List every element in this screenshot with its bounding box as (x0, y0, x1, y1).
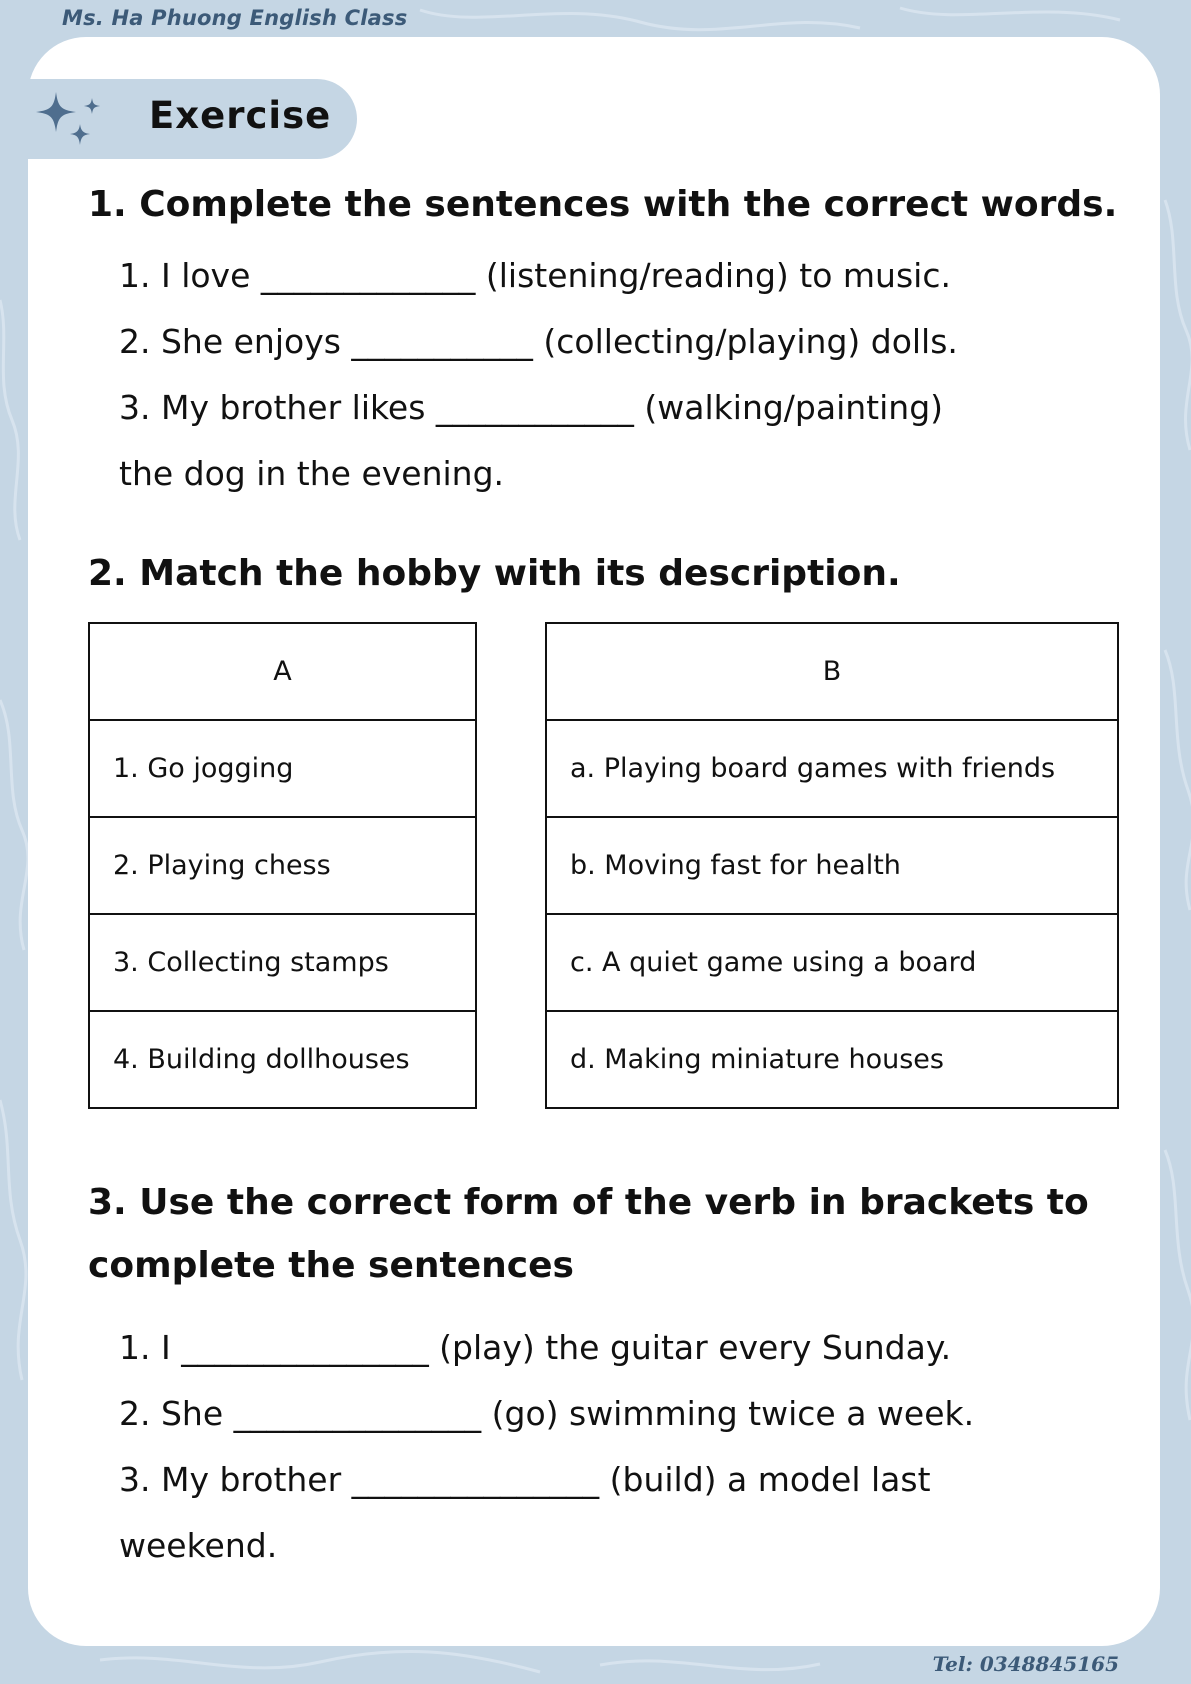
exercise3-line-4: weekend. (119, 1526, 278, 1565)
exercise3-heading-line2: complete the sentences (88, 1245, 574, 1286)
column-b-item: b. Moving fast for health (546, 817, 1118, 914)
exercise1-line-2: 2. She enjoys ___________ (collecting/playing) dolls. (119, 322, 958, 361)
sparkle-icon (34, 90, 104, 148)
column-a-item: 1. Go jogging (89, 720, 476, 817)
column-a-item: 4. Building dollhouses (89, 1011, 476, 1108)
column-b-item: a. Playing board games with friends (546, 720, 1118, 817)
exercise3-line-2: 2. She _______________ (go) swimming twice a week. (119, 1394, 975, 1433)
exercise3-heading-line1: 3. Use the correct form of the verb in brackets to (88, 1182, 1089, 1223)
footer-tel: Tel: 0348845165 (932, 1652, 1119, 1676)
exercise2-heading: 2. Match the hobby with its description. (88, 553, 901, 594)
column-a-header: A (89, 623, 476, 720)
match-table-a (88, 622, 477, 1109)
exercise3-line-1: 1. I _______________ (play) the guitar every Sunday. (119, 1328, 952, 1367)
exercise-title: Exercise (149, 94, 332, 137)
column-b-item: d. Making miniature houses (546, 1011, 1118, 1108)
match-table-b (545, 622, 1119, 1109)
exercise1-line-3: 3. My brother likes ____________ (walking/painting) (119, 388, 944, 427)
exercise1-line-1: 1. I love _____________ (listening/reading) to music. (119, 256, 951, 295)
column-a-item: 3. Collecting stamps (89, 914, 476, 1011)
exercise1-line-4: the dog in the evening. (119, 454, 505, 493)
exercise3-line-3: 3. My brother _______________ (build) a model last (119, 1460, 931, 1499)
column-b-item: c. A quiet game using a board (546, 914, 1118, 1011)
column-b-header: B (546, 623, 1118, 720)
exercise1-heading: 1. Complete the sentences with the correct words. (88, 184, 1118, 225)
class-name-header: Ms. Ha Phuong English Class (62, 6, 408, 30)
column-a-item: 2. Playing chess (89, 817, 476, 914)
